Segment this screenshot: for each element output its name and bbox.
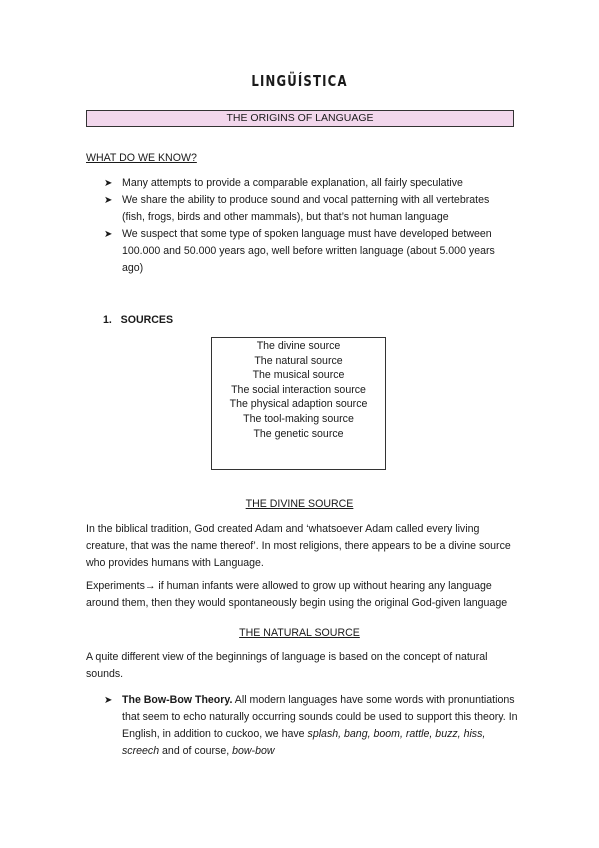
source-item: The musical source (252, 369, 345, 382)
sources-heading: 1. SOURCES (103, 314, 174, 326)
what-heading: WHAT DO WE KNOW? (86, 152, 197, 164)
bow-bow-text: All modern languages have some words with pronuntiations that seem to echo naturally occurring sounds could be used to support this theory. In English, in addition to cuckoo, we have (122, 694, 518, 740)
source-item: The genetic source (253, 427, 344, 440)
divine-heading: THE DIVINE SOURCE (245, 498, 354, 510)
source-item: The tool-making source (243, 412, 354, 425)
bow-bow-last: bow-bow (232, 745, 275, 757)
source-item: The natural source (254, 354, 343, 367)
bow-bow-bullet (104, 692, 518, 760)
list-item: ➤ Many attempts to provide a comparable explanation, all fairly speculative (104, 175, 504, 192)
document-title: LINGÜÍSTICA (251, 72, 348, 90)
natural-paragraph: A quite different view of the beginnings of language is based on the concept of natural sounds. (86, 651, 488, 680)
bow-bow-title: The Bow-Bow Theory. (122, 694, 233, 706)
source-item: The physical adaption source (229, 398, 368, 411)
list-item: ➤ We suspect that some type of spoken language must have developed between 100.000 and 50.000 years ago, well before written language (about 5.000 years ago) (104, 228, 495, 274)
arrow-bullet-icon: ➤ (104, 178, 113, 189)
source-item: The divine source (256, 340, 341, 352)
divine-paragraph-2: Experiments→ if human infants were allowed to grow up without hearing any language around them, then they would spontaneously begin using the original God-given language (86, 580, 508, 609)
natural-heading: THE NATURAL SOURCE (239, 627, 360, 639)
list-item: ➤ We share the ability to produce sound and vocal patterning with all vertebrates (fish, frogs, birds and other mammals), but that’s not human language (104, 194, 490, 223)
bow-bow-and: and of course, (159, 745, 233, 757)
section-banner: THE ORIGINS OF LANGUAGE (86, 110, 514, 127)
divine-paragraph-1: In the biblical tradition, God created Adam and ‘whatsoever Adam called every living creature, that was the name thereof’. In most religions, there appears to be a divine source who provides humans with Language. (86, 523, 511, 569)
bow-bow-examples: splash, bang, boom, rattle, buzz, hiss, screech (122, 728, 486, 757)
source-item: The social interaction source (231, 383, 366, 396)
what-bullet-list (104, 175, 504, 277)
arrow-bullet-icon: ➤ (104, 229, 113, 240)
sources-box (211, 337, 386, 470)
arrow-bullet-icon: ➤ (104, 195, 113, 206)
arrow-bullet-icon: ➤ (104, 695, 113, 706)
